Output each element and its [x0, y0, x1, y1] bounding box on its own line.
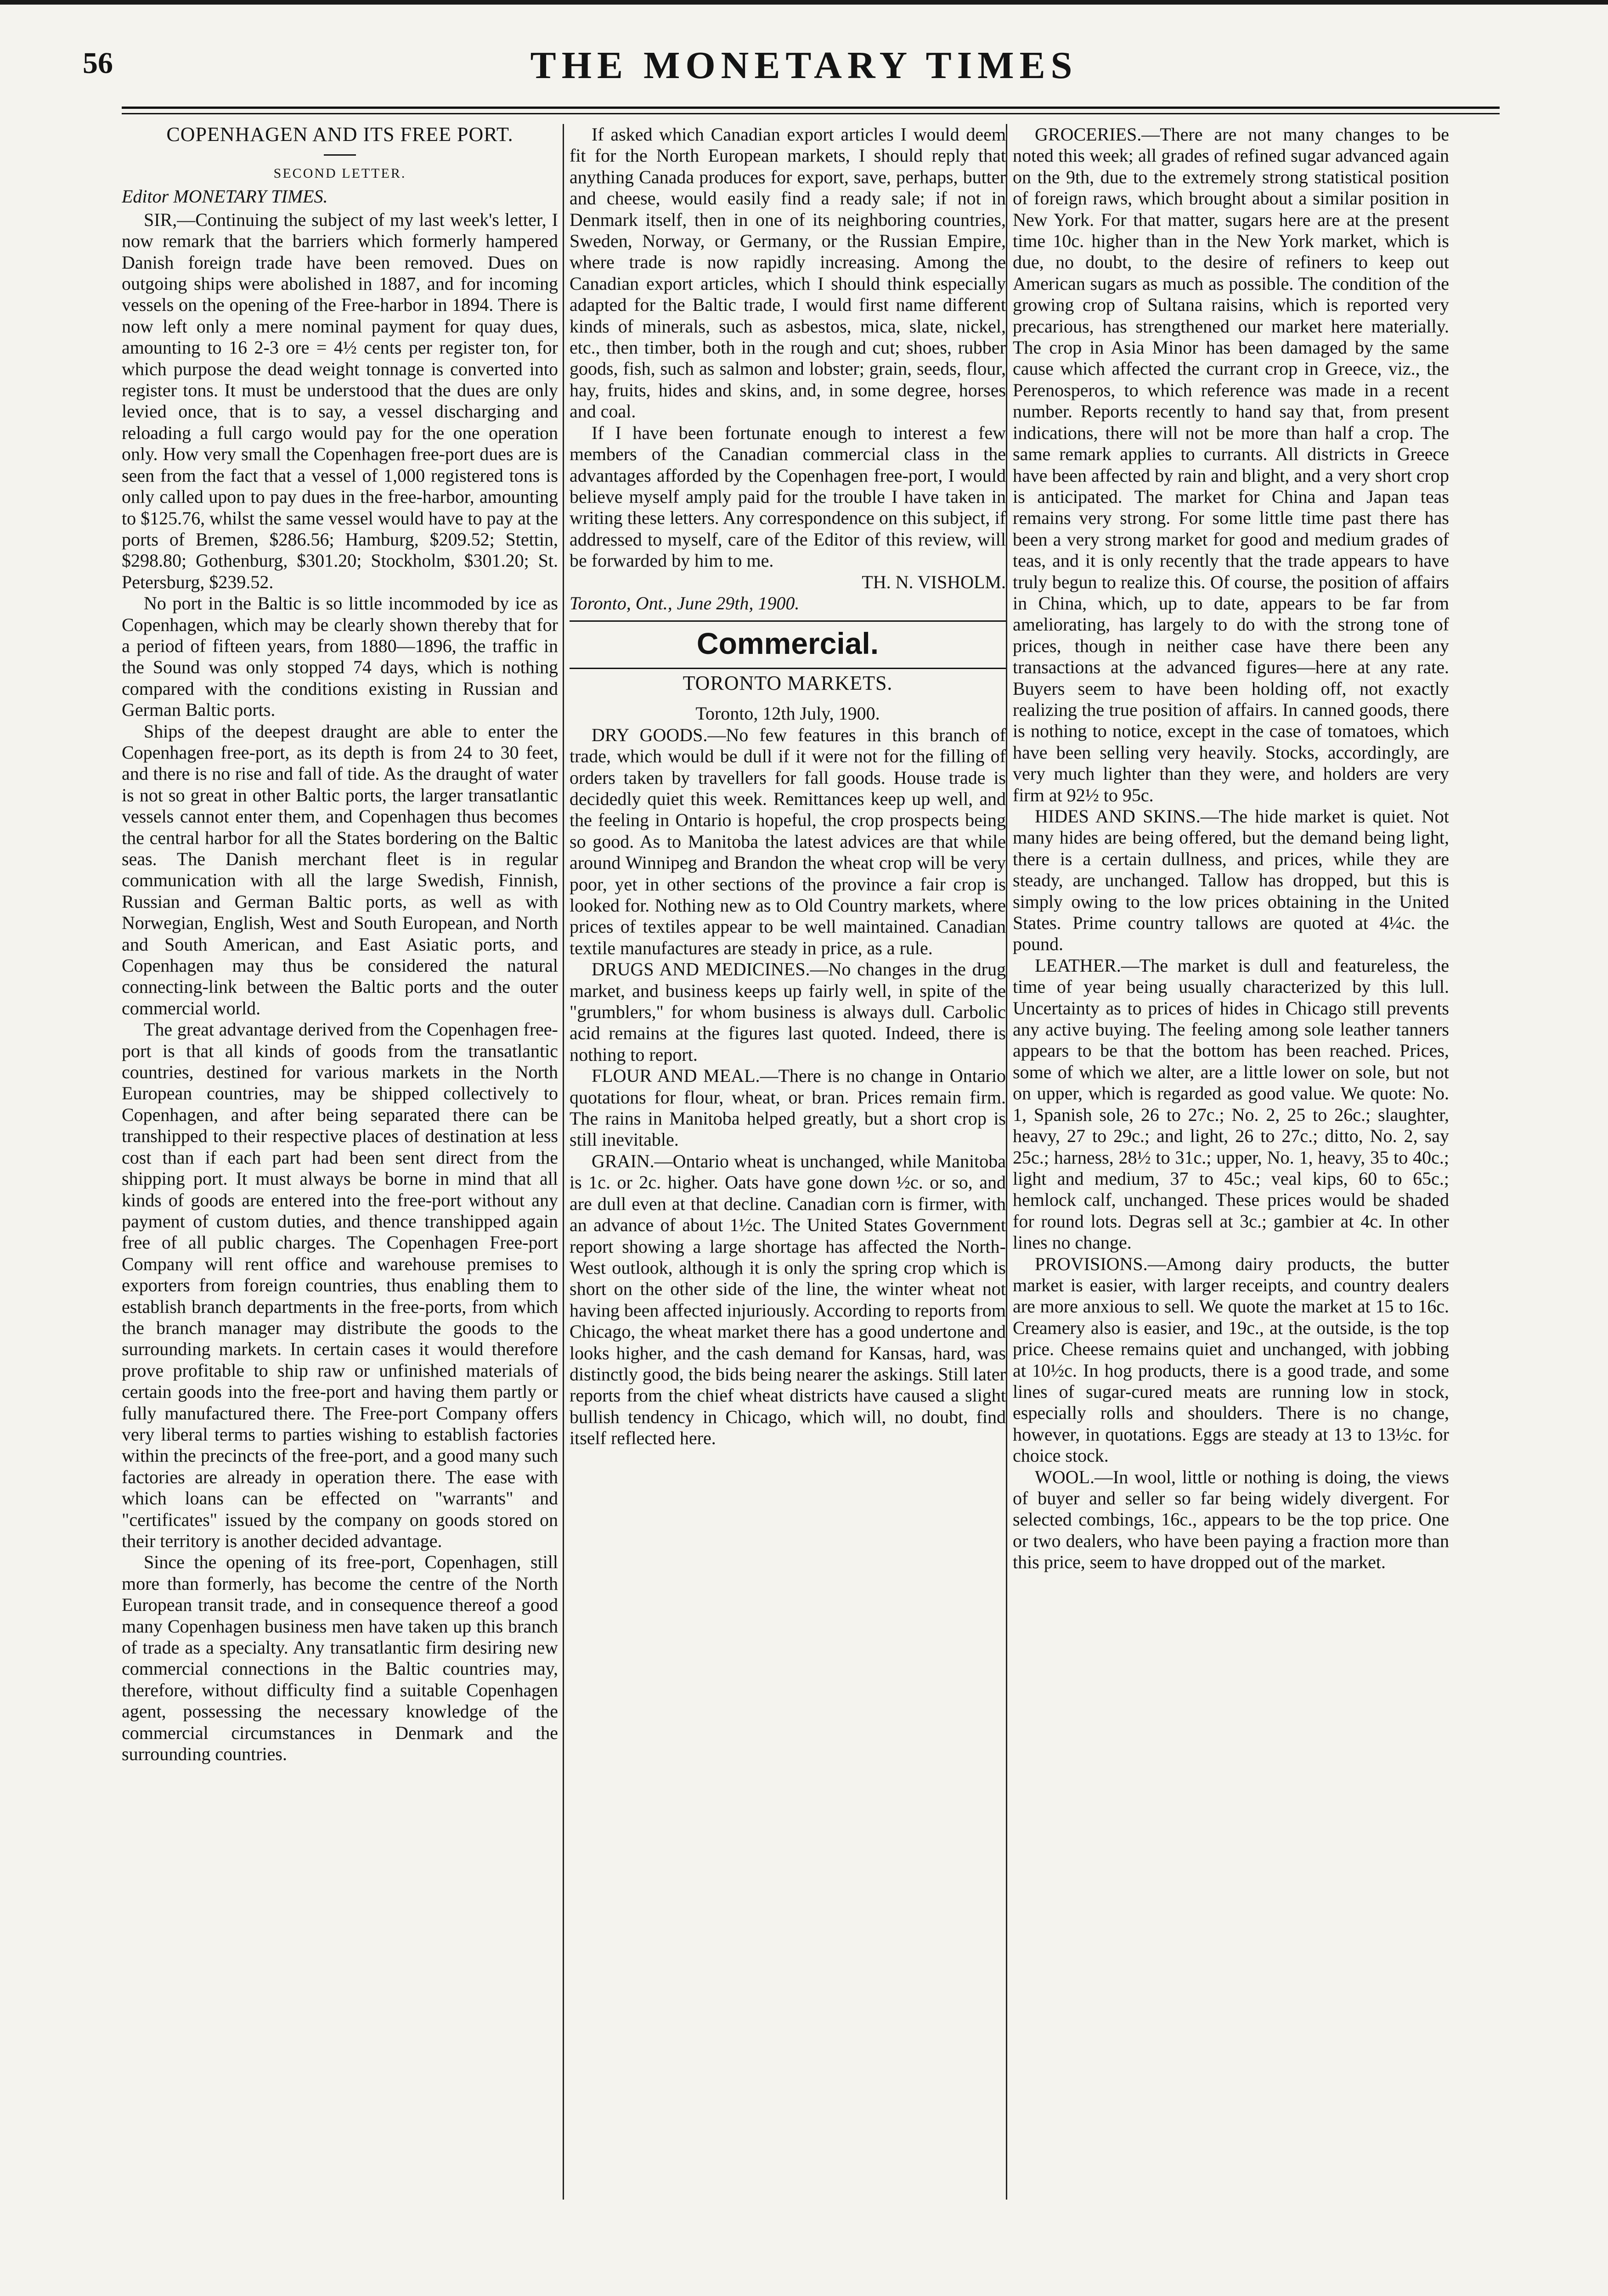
market-report: GRAIN.—Ontario wheat is unchanged, while Manitoba is 1c. or 2c. higher. Oats have gone down ½c. or so, and are dull even at that decline. Canadian corn is firmer, with an advance of about 1½c. The United States Government report showing a large shortage has affected the North-West outlook, although it is only the spring crop which is short on the other side of the line, the winter wheat not having been affected injuriously. According to reports from Chicago, the wheat market there has a good undertone and looks higher, and the cash demand for Kansas, hard, was distinctly good, the bids being nearer the askings. Still later reports from the chief wheat districts have caused a slight bullish tendency in Chicago, which will, no doubt, find itself reflected here. — [570, 1150, 1006, 1449]
column-1 — [122, 124, 558, 2200]
page-header — [0, 32, 1608, 101]
section-rule — [570, 620, 1006, 622]
article-paragraph: No port in the Baltic is so little incommoded by ice as Copenhagen, which may be clearly shown thereby that for a period of fifteen years, from 1880—1896, the traffic in the Sound was only stopped 74 days, which is nothing compared with the conditions existing in Russian and German Baltic ports. — [122, 593, 558, 720]
column-3 — [1013, 124, 1449, 2200]
article-addressee: Editor MONETARY TIMES. — [122, 186, 328, 207]
header-rule-thin — [122, 113, 1500, 114]
section-rule — [570, 668, 1006, 669]
header-rule-thick — [122, 107, 1500, 109]
article-paragraph: SIR,—Continuing the subject of my last week's letter, I now remark that the barriers which formerly hampered Danish foreign trade have been removed. Dues on outgoing ships were abolished in 1887, and for incoming vessels on the opening of the Free-harbor in 1894. There is now left only a mere nominal payment for quay dues, amounting to 16 2-3 ore = 4½ cents per register ton, for which purpose the dead weight tonnage is converted into register tons. It must be understood that the dues are only levied once, that is to say, a vessel discharging and reloading a full cargo would pay for the one operation only. How very small the Copenhagen free-port dues are is seen from the fact that a vessel of 1,000 registered tons is only called upon to pay dues in the free-harbor, amounting to $125.76, whilst the same vessel would have to pay at the ports of Bremen, $286.56; Hamburg, $209.52; Stettin, $298.80; Gothenburg, $301.20; Stockholm, $301.20; St. Petersburg, $239.52. — [122, 209, 558, 592]
markets-date: Toronto, 12th July, 1900. — [695, 703, 880, 724]
top-border — [0, 0, 1608, 5]
market-report: DRY GOODS.—No few features in this branch of trade, which would be dull if it were not for the filling of orders taken by travellers for fall goods. House trade is decidedly quiet this week. Remittances keep up well, and the feeling in Ontario is hopeful, the crop prospects being so good. As to Manitoba the latest advices are that while around Winnipeg and Brandon the wheat crop will be very poor, yet in other sections of the province a fair crop is looked for. Nothing new as to Old Country markets, where prices of textiles appear to be well maintained. Canadian textile manufactures are steady in price, as a rule. — [570, 724, 1006, 958]
markets-title: TORONTO MARKETS. — [683, 672, 893, 695]
section-title: Commercial. — [696, 626, 879, 661]
market-report: FLOUR AND MEAL.—There is no change in Ontario quotations for flour, wheat, or bran. Prices remain firm. The rains in Manitoba helped greatly, but a short crop is still inevitable. — [570, 1065, 1006, 1150]
page-number: 56 — [83, 46, 113, 80]
column-2 — [570, 124, 1006, 2200]
article-paragraph: The great advantage derived from the Copenhagen free-port is that all kinds of goods from the transatlantic countries, destined for various markets in the North European countries, may be shipped collectively to Copenhagen, and after being separated there can be transhipped to their respective places of destination at less cost than if each part had been sent direct from the shipping port. It must always be borne in mind that all kinds of goods are entered into the free-port without any payment of custom duties, and thence transhipped again free of all public charges. The Copenhagen Free-port Company will rent office and warehouse premises to exporters from foreign countries, thus enabling them to establish branch departments in the free-ports, from which the branch manager may distribute the goods to the surrounding markets. In certain cases it would therefore prove profitable to ship raw or unfinished materials of certain goods into the free-port and having them partly or fully manufactured there. The Free-port Company offers very liberal terms to parties wishing to establish factories within the precincts of the free-port, and a good many such factories are already in operation there. The ease with which loans can be effected on "warrants" and "certificates" issued by the company on goods stored on their territory is another decided advantage. — [122, 1019, 558, 1551]
market-report: DRUGS AND MEDICINES.—No changes in the drug market, and business keeps up fairly well, in spite of the "grumblers," for whom business is always dull. Carbolic acid remains at the figures last quoted. Indeed, there is nothing to report. — [570, 959, 1006, 1065]
article-paragraph: If asked which Canadian export articles I would deem fit for the North European markets, I should reply that anything Canada produces for export, save, perhaps, butter and cheese, would easily find a ready sale; if not in Denmark itself, then in one of its neighboring countries, Sweden, Norway, or Germany, or the Russian Empire, where trade is now rapidly increasing. Among the Canadian export articles, which I should think especially adapted for the Baltic trade, I would first name different kinds of minerals, such as asbestos, mica, slate, nickel, etc., then timber, both in the rough and cut; shoes, rubber goods, fish, such as salmon and lobster; grain, seeds, flour, hay, fruits, hides and skins, and, in some degree, horses and coal. — [570, 124, 1006, 422]
article-subtitle: SECOND LETTER. — [273, 166, 406, 181]
market-report: PROVISIONS.—Among dairy products, the butter market is easier, with larger receipts, and country dealers are more anxious to sell. We quote the market at 15 to 16c. Creamery also is easier, and 19c., at the outside, is the top price. Cheese remains quiet and unchanged, with jobbing at 10½c. In hog products, there is a good trade, and some lines of sugar-cured meats are running low in stock, especially rolls and shoulders. There is no change, however, in quotations. Eggs are steady at 13 to 13½c. for choice stock. — [1013, 1253, 1449, 1466]
article-paragraph: Since the opening of its free-port, Copenhagen, still more than formerly, has become the centre of the North European transit trade, and in consequence thereof a good many Copenhagen business men have taken up this branch of trade as a specialty. Any transatlantic firm desiring new commercial connections in the Baltic countries may, therefore, without difficulty find a suitable Copenhagen agent, possessing the necessary knowledge of the commercial circumstances in Denmark and the surrounding countries. — [122, 1552, 558, 1765]
market-report: HIDES AND SKINS.—The hide market is quiet. Not many hides are being offered, but the demand being light, there is a certain dullness, and prices, while they are steady, are unchanged. Tallow has dropped, but this is simply owing to the low prices obtaining in the United States. Prime country tallows are quoted at 4¼c. the pound. — [1013, 806, 1449, 955]
masthead-title: THE MONETARY TIMES — [530, 44, 1078, 87]
market-report: WOOL.—In wool, little or nothing is doing, the views of buyer and seller so far being widely divergent. For selected combings, 16c., appears to be the top price. One or two dealers, who have been paying a fraction more than this price, seem to have dropped out of the market. — [1013, 1466, 1449, 1573]
title-dash — [324, 154, 356, 156]
market-report: LEATHER.—The market is dull and featureless, the time of year being usually characterized by this lull. Uncertainty as to prices of hides in Chicago still prevents any active buying. The feeling among sole leather tanners appears to be that the bottom has been reached. Prices, some of which we alter, are a little lower on sole, but not on upper, which is regarded as good value. We quote: No. 1, Spanish sole, 26 to 27c.; No. 2, 25 to 26c.; slaughter, heavy, 27 to 29c.; and light, 26 to 27c.; ditto, No. 2, say 25c.; harness, 28½ to 31c.; upper, No. 1, heavy, 35 to 40c.; light and medium, 37 to 45c.; veal kips, 60 to 65c.; hemlock calf, unchanged. These prices would be shaded for round lots. Degras sell at 3c.; gambier at 4c. In other lines no change. — [1013, 955, 1449, 1253]
article-dateline: Toronto, Ont., June 29th, 1900. — [570, 592, 800, 613]
article-paragraph: Ships of the deepest draught are able to enter the Copenhagen free-port, as its depth is from 24 to 30 feet, and there is no rise and fall of tide. As the draught of water is not so great in other Baltic ports, the larger transatlantic vessels cannot enter them, and Copenhagen thus becomes the central harbor for all the States bordering on the Baltic seas. The Danish merchant fleet is in regular communication with all the large Swedish, Finnish, Russian and German Baltic ports, as well as with Norwegian, English, West and South European, and North and South American, and East Asiatic ports, and Copenhagen may thus be considered the natural connecting-link between the Baltic ports and the outer commercial world. — [122, 720, 558, 1019]
article-title: COPENHAGEN AND ITS FREE PORT. — [166, 124, 513, 146]
column-divider — [563, 124, 564, 2200]
market-report: GROCERIES.—There are not many changes to be noted this week; all grades of refined sugar advanced again on the 9th, due to the extremely strong statistical position of foreign raws, which brought about a similar position in New York. For that matter, sugars here are at the present time 10c. higher than in the New York market, which is due, no doubt, to the desire of refiners to keep out American sugars as much as possible. The condition of the growing crop of Sultana raisins, which is reported very precarious, has strengthened our market here materially. The crop in Asia Minor has been damaged by the same cause which affected the currant crop in Greece, viz., the Perenosperos, to which reference was made in a recent number. Reports recently to hand say that, from present indications, there will not be more than half a crop. The same remark applies to currants. All districts in Greece have been affected by rain and blight, and a very short crop is anticipated. The market for China and Japan teas remains very strong. For some little time past there has been a very strong market for good and medium grades of teas, and it is only recently that the trade appears to have truly begun to realize this. Of course, the position of affairs in China, which, up to date, appears to be far from ameliorating, has largely to do with the strong tone of prices, though in neither case have there been any transactions at the advanced figures—here at any rate. Buyers seem to have been holding off, not exactly realizing the true position of affairs. In canned goods, there is nothing to notice, except in the case of tomatoes, which have been selling very heavily. Stocks, accordingly, are very much lighter than they were, and holders are very firm at 92½ to 95c. — [1013, 124, 1449, 805]
column-divider — [1006, 124, 1007, 2200]
article-signature: TH. N. VISHOLM. — [862, 571, 1006, 592]
article-paragraph: If I have been fortunate enough to interest a few members of the Canadian commercial class in the advantages afforded by the Copenhagen free-port, I would believe myself amply paid for the trouble I have taken in writing these letters. Any correspondence on this subject, if addressed to myself, care of the Editor of this review, will be forwarded by him to me. — [570, 422, 1006, 571]
